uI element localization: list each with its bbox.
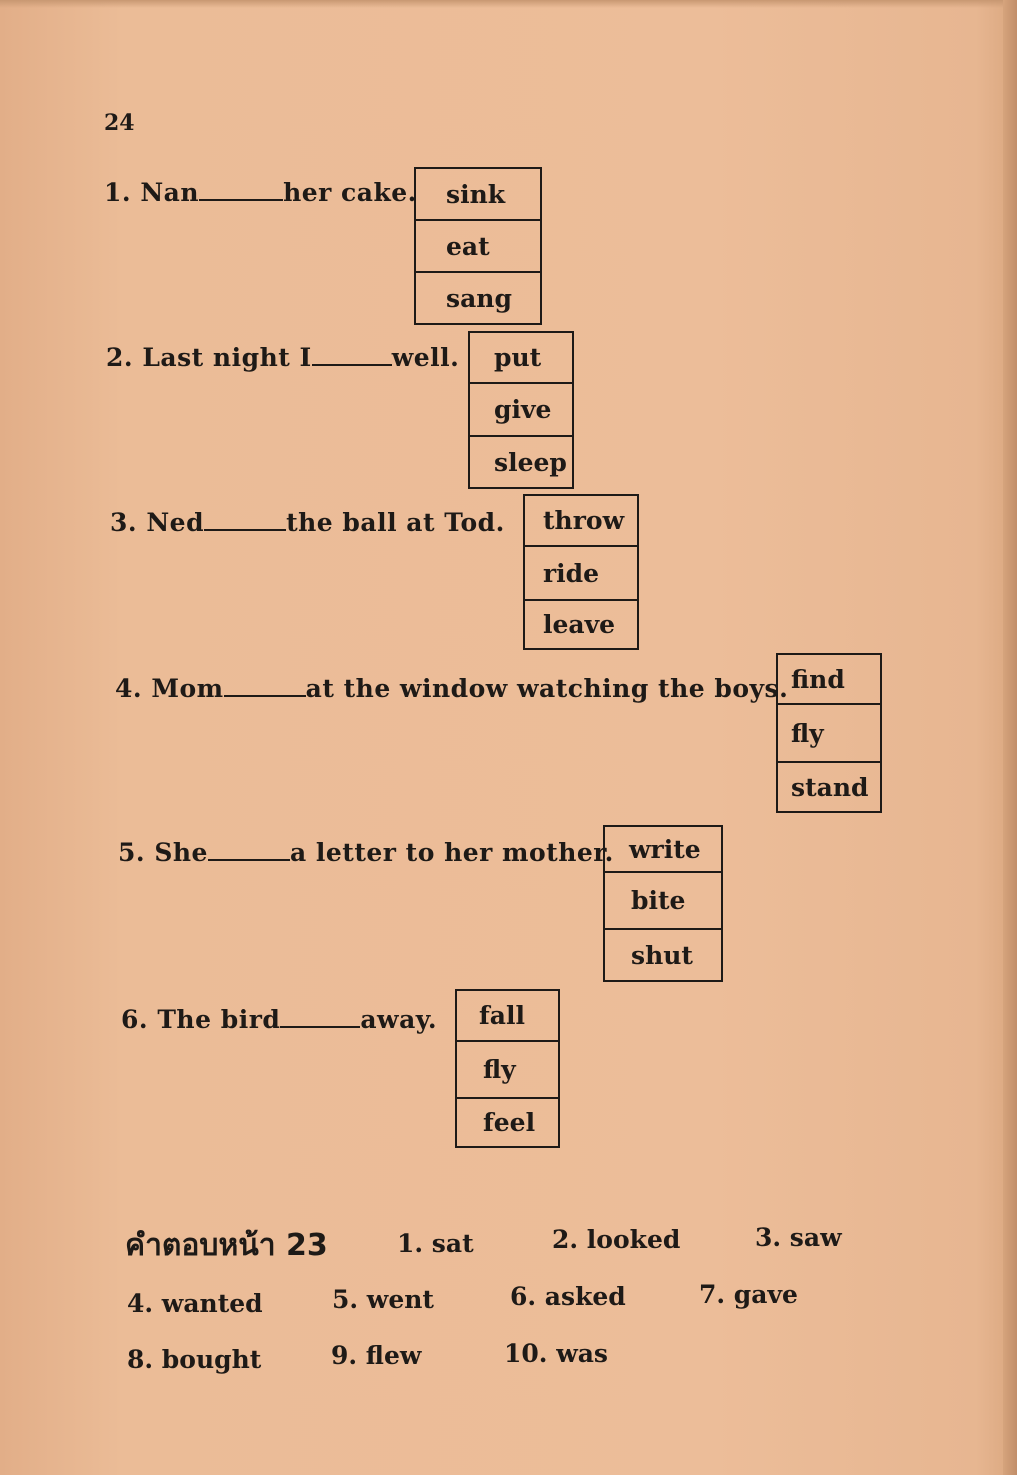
question-text-before: Ned [146, 508, 205, 537]
question-text-before: Mom [151, 674, 224, 703]
choice-option: fly [457, 1042, 558, 1099]
question-3 [110, 508, 505, 537]
choice-box-6 [455, 989, 560, 1148]
answer-blank [204, 525, 286, 531]
choice-option: shut [631, 940, 693, 970]
question-text-after: the ball at Tod. [286, 508, 505, 537]
question-text-after: away. [360, 1005, 438, 1034]
choice-box-4 [776, 653, 882, 813]
answer-blank [208, 855, 290, 861]
question-text-before: Last night I [142, 343, 312, 372]
choice-option: sang [446, 283, 512, 313]
choice-box-3 [523, 494, 639, 650]
choice-option: leave [543, 610, 616, 639]
question-6 [121, 1005, 437, 1034]
answer-item: 7. gave [699, 1280, 798, 1309]
choice-option: bite [605, 873, 721, 930]
question-1 [104, 178, 417, 207]
question-text-after: her cake. [283, 178, 417, 207]
question-text-before: She [154, 838, 208, 867]
question-5 [118, 838, 614, 867]
question-text-after: a letter to her mother. [289, 838, 614, 867]
answers-heading: คำตอบหน้า 23 [125, 1228, 328, 1263]
page-top-edge [0, 0, 1017, 8]
answer-blank [224, 691, 306, 697]
page-number: 24 [104, 110, 135, 136]
question-number: 2. [106, 343, 134, 372]
choice-box-5 [603, 825, 723, 982]
question-number: 6. [121, 1005, 149, 1034]
question-number: 3. [110, 508, 138, 537]
choice-option: feel [483, 1108, 536, 1137]
choice-option: throw [525, 496, 637, 547]
choice-option: give [470, 384, 572, 437]
choice-option: fly [778, 705, 880, 763]
answer-blank [280, 1022, 360, 1028]
choice-option: stand [791, 772, 869, 802]
question-text-before: The bird [157, 1005, 281, 1034]
choice-box-2 [468, 331, 574, 489]
answer-item: 8. bought [127, 1345, 262, 1374]
page-right-edge [1003, 0, 1017, 1475]
answer-item: 10. was [504, 1339, 608, 1368]
question-text-after: at the window watching the boys. [305, 674, 789, 703]
answer-item: 9. flew [331, 1341, 422, 1370]
choice-option: write [605, 827, 721, 873]
answer-item: 1. sat [397, 1229, 474, 1258]
answer-item: 5. went [332, 1285, 434, 1314]
question-number: 4. [115, 674, 143, 703]
choice-option: put [470, 333, 572, 384]
choice-option: sink [416, 169, 540, 221]
question-2 [106, 343, 459, 372]
question-number: 5. [118, 838, 146, 867]
answer-item: 2. looked [552, 1225, 681, 1254]
question-4 [115, 674, 788, 703]
answer-item: 6. asked [510, 1282, 626, 1311]
answer-item: 3. saw [755, 1223, 842, 1252]
answer-blank [199, 195, 283, 201]
choice-option: fall [457, 991, 558, 1042]
choice-option: eat [416, 221, 540, 273]
question-text-before: Nan [140, 178, 200, 207]
choice-option: ride [525, 547, 637, 601]
answer-blank [312, 360, 392, 366]
answer-item: 4. wanted [127, 1289, 263, 1318]
question-number: 1. [104, 178, 132, 207]
choice-option: sleep [494, 447, 567, 477]
choice-option: find [778, 655, 880, 705]
question-text-after: well. [391, 343, 460, 372]
choice-box-1 [414, 167, 542, 325]
